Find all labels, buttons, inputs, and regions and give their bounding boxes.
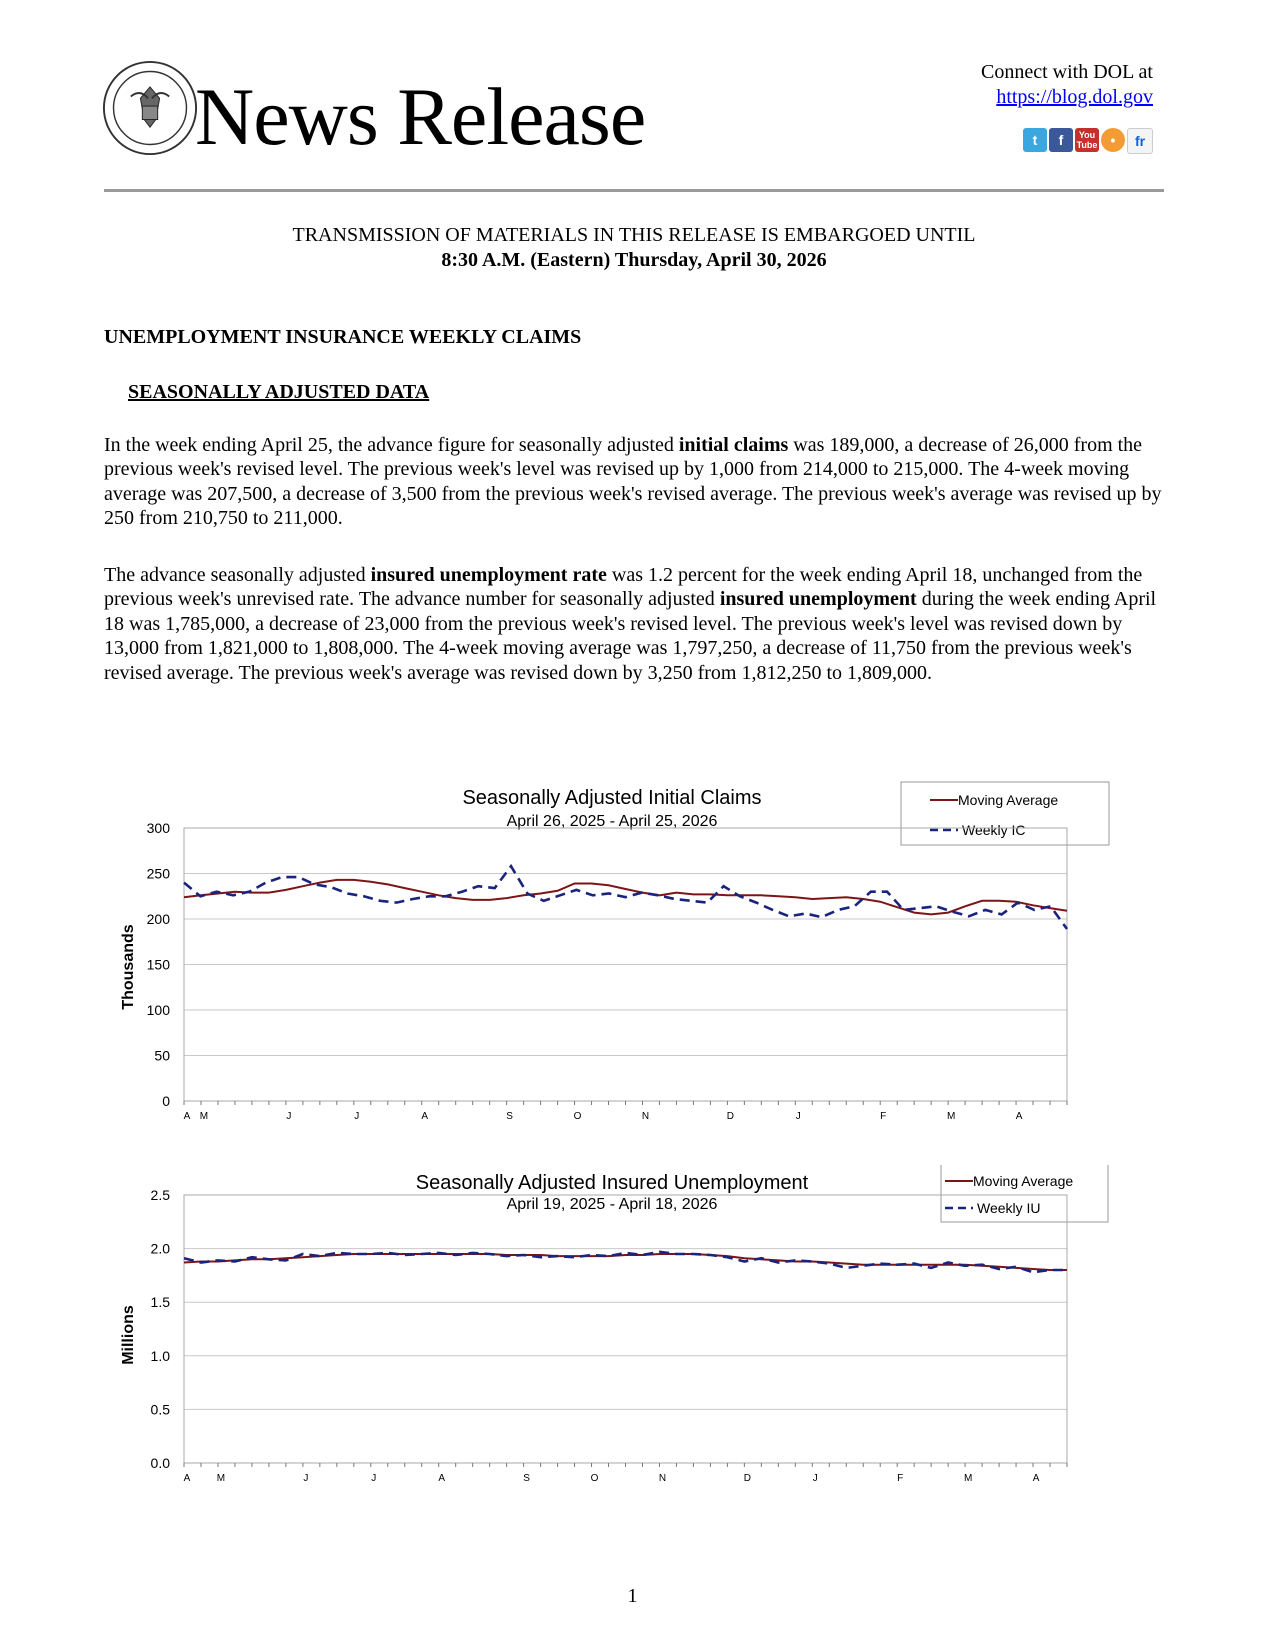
legend-weekly-label: Weekly IU (977, 1200, 1041, 1216)
chart1-subtitle: April 26, 2025 - April 25, 2026 (506, 813, 718, 830)
chart2-title: Seasonally Adjusted Insured Unemployment (415, 1172, 809, 1194)
x-tick-label: N (641, 1111, 650, 1122)
connect-block (981, 60, 1153, 110)
x-tick-label: M (946, 1111, 956, 1122)
x-tick-label: J (795, 1111, 801, 1122)
initial-claims-paragraph (104, 433, 1169, 531)
x-tick-label: F (880, 1111, 887, 1122)
y-tick-label: 0.0 (150, 1455, 170, 1471)
y-tick-label: 2.0 (150, 1240, 170, 1257)
insured-unemployment-chart (0, 1165, 1265, 1545)
plot-frame (184, 1195, 1067, 1463)
subsection-title: SEASONALLY ADJUSTED DATA (128, 381, 430, 403)
x-tick-label: A (438, 1473, 446, 1484)
x-tick-label: N (658, 1473, 667, 1484)
chart1-plot-area (147, 820, 1067, 1122)
dol-seal-logo (102, 60, 198, 156)
chart2-legend (941, 1165, 1108, 1222)
embargo-line-1: TRANSMISSION OF MATERIALS IN THIS RELEASE IS EMBARGOED UNTIL (292, 224, 976, 246)
para2-text-a: The advance seasonally adjusted (104, 564, 371, 586)
chart2-subtitle: April 19, 2025 - April 18, 2026 (506, 1196, 718, 1213)
y-tick-label: 100 (146, 1002, 170, 1018)
x-tick-label: A (183, 1473, 191, 1484)
y-tick-label: 1.0 (150, 1347, 170, 1364)
x-tick-label: M (963, 1473, 973, 1484)
para2-text-c: was 1.2 percent for the week ending April 18, unchanged from the previous week's unrevised rate. The advance number for seasonally adjusted (104, 564, 1143, 611)
chart2-ylabel: Millions (120, 1305, 137, 1365)
x-tick-label: F (897, 1473, 904, 1484)
flickr-icon[interactable]: fr (1127, 128, 1153, 154)
chart2-plot-area (151, 1187, 1067, 1484)
x-tick-label: S (523, 1473, 530, 1484)
y-tick-label: 300 (146, 820, 170, 836)
y-tick-label: 200 (146, 911, 170, 927)
x-tick-label: A (183, 1111, 191, 1122)
x-tick-label: O (573, 1111, 582, 1122)
para1-text-c: was 189,000, a decrease of 26,000 from the previous week's revised level. The previous week's level was revised up by 1,000 from 214,000 to 215,000. The 4-week moving average was 207,500, a decrease of 3,500 from the previous week's revised average. The previous week's average was revised up by 250 from 210,750 to 211,000. (104, 434, 1162, 530)
x-tick-label: D (743, 1473, 751, 1484)
x-tick-label: J (303, 1473, 309, 1484)
legend-ma-label: Moving Average (973, 1173, 1074, 1189)
x-tick-label: J (812, 1473, 818, 1484)
para1-text-a: In the week ending April 25, the advance figure for seasonally adjusted (104, 434, 679, 456)
x-tick-label: A (1015, 1111, 1023, 1122)
chart1-title: Seasonally Adjusted Initial Claims (462, 787, 762, 809)
initial-claims-chart (0, 780, 1265, 1160)
x-tick-label: J (371, 1473, 377, 1484)
embargo-line-2: 8:30 A.M. (Eastern) Thursday, April 30, 2026 (441, 249, 827, 271)
x-tick-label: S (506, 1111, 513, 1122)
para2-text-e: during the week ending April 18 was 1,785,000, a decrease of 23,000 from the previous week's revised level. The previous week's level was revised down by 13,000 from 1,821,000 to 1,808,000. The 4-week moving average was 1,797,250, a decrease of 11,750 from the previous week's revised average. The previous week's average was revised down by 3,250 from 1,812,250 to 1,809,000. (104, 588, 1157, 684)
y-tick-label: 0 (162, 1093, 170, 1109)
blog-icon[interactable]: • (1101, 128, 1125, 152)
embargo-notice (104, 223, 1164, 273)
y-tick-label: 250 (146, 865, 170, 882)
blog-link[interactable]: https://blog.dol.gov (996, 86, 1153, 108)
page-number: 1 (627, 1585, 638, 1607)
connect-text: Connect with DOL at (980, 61, 1153, 83)
insured-unemployment-paragraph (104, 563, 1169, 685)
x-tick-label: M (216, 1473, 226, 1484)
chart1-ylabel: Thousands (120, 924, 137, 1010)
x-tick-label: M (199, 1111, 209, 1122)
facebook-icon[interactable]: f (1049, 128, 1073, 152)
y-tick-label: 50 (154, 1047, 170, 1064)
y-tick-label: 1.5 (150, 1294, 170, 1311)
y-tick-label: 2.5 (150, 1187, 170, 1203)
para1-bold-initial-claims: initial claims (678, 434, 789, 456)
x-tick-label: O (590, 1473, 599, 1484)
legend-ma-label: Moving Average (958, 792, 1059, 808)
chart1-legend (901, 782, 1109, 845)
para2-bold-iur: insured unemployment rate (370, 564, 607, 586)
x-tick-label: D (726, 1111, 735, 1122)
page-title: News Release (195, 71, 646, 162)
y-tick-label: 150 (146, 956, 170, 973)
social-icons (1023, 128, 1153, 154)
youtube-icon[interactable]: You Tube (1076, 130, 1098, 150)
para2-bold-iu: insured unemployment (719, 588, 917, 611)
section-title: UNEMPLOYMENT INSURANCE WEEKLY CLAIMS (104, 326, 582, 348)
x-tick-label: A (421, 1111, 429, 1122)
x-tick-label: A (1032, 1473, 1040, 1484)
legend-weekly-label: Weekly IC (962, 822, 1026, 838)
twitter-icon[interactable]: t (1023, 128, 1047, 152)
y-tick-label: 0.5 (150, 1401, 170, 1418)
x-tick-label: J (354, 1111, 360, 1122)
header-divider (104, 189, 1164, 192)
weekly-series-line (184, 866, 1067, 929)
x-tick-label: J (286, 1111, 292, 1122)
